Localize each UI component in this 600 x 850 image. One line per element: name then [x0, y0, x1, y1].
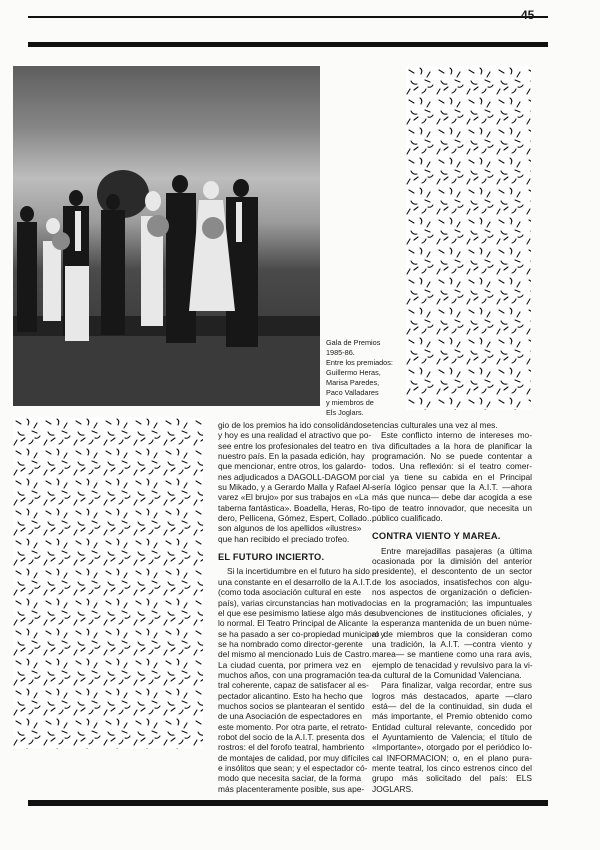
text-line: ocasionada por la dimisión del anterior [372, 556, 532, 567]
text-line: que han recibido el preciado trofeo. [218, 533, 350, 544]
article-column-middle [218, 420, 385, 794]
text-line: nes adjudicados a DAGOLL-DAGOM por [218, 471, 371, 482]
text-line: que mencionar, entre otros, los galardo- [218, 461, 367, 472]
text-line: cias en la programación; las impuntuales [372, 597, 532, 608]
paragraph-uncertain-future [218, 566, 385, 794]
text-line: una tradición, la A.I.T. —contra viento y [372, 638, 532, 649]
text-line: y hoy es una realidad el atractivo que po- [218, 430, 372, 441]
text-line: una constante en el desarrollo de la A.I.T. [218, 576, 372, 587]
text-line: su Mikado, y a Gerardo Malla y Rafael Al- [218, 482, 373, 493]
text-line: gio de los premios ha ido consolidándose [218, 420, 372, 430]
text-line: tiva dificultades a la hora de planificar la [372, 440, 532, 451]
text-line: logros más destacados, aparte —claro [372, 690, 532, 701]
caption-line: Marisa Paredes, [326, 378, 380, 387]
text-line: pectador alicantino. Esto ha hecho que [218, 690, 363, 701]
header-rule-thick [28, 42, 548, 47]
text-line: de los asociados, insatisfechos con algu- [372, 576, 532, 587]
text-line: más que nunca— debe dar acogida a ese [372, 492, 532, 503]
text-line: está— del de la continuidad, sin duda el [372, 700, 532, 711]
text-line: subvenciones de instituciones oficiales, y [372, 607, 532, 618]
text-line: cial ya tiene su cabida en el Principal [372, 471, 532, 482]
text-line: ro de miembros que la consideran como [372, 628, 532, 639]
text-line: JOGLARS. [372, 783, 414, 794]
text-line: todos. Una reflexión: si el teatro comer- [372, 461, 532, 472]
text-line: más importante, el Premio obtenido como [372, 711, 532, 722]
text-line: público cualificado. [372, 513, 443, 524]
award-gala-photo [13, 66, 320, 406]
caption-line: Paco Valladares [326, 388, 379, 397]
text-line: grupo más solicitado del país: ELS [372, 773, 532, 784]
text-line: lo normal. El Teatro Principal de Alicante [218, 618, 368, 629]
caption-line: Els Joglars. [326, 408, 364, 417]
squiggle-pattern [13, 417, 203, 749]
text-line: robot del socio de la A.I.T. presenta dos [218, 731, 365, 742]
decorative-pattern-panel [13, 417, 203, 749]
text-line: Entidad cultural relevante, concedido por [372, 721, 532, 732]
text-line: se ha nombrado como director-gerente [218, 638, 363, 649]
text-line: varez «El brujo» por sus trabajos en «La [218, 492, 369, 503]
text-line: cal INFORMACION; o, en el plano pura- [372, 752, 532, 763]
text-line: nuestro país. En la pasada edición, hay [218, 451, 365, 462]
text-line: ejemplo de tenacidad y revulsivo para la vi- [372, 659, 533, 670]
text-line: Para finalizar, valga recordar, entre sus [381, 680, 532, 691]
text-line: presidente), el descontento de un sector [372, 566, 532, 577]
decorative-pattern-panel [406, 66, 531, 410]
text-line: dero, Pellicena, Gómez, Espert, Collado... [218, 513, 374, 524]
text-line: del mismo al mencionado Luis de Castro. [218, 649, 372, 660]
header-rule-thin [28, 16, 548, 18]
article-column-right [372, 420, 532, 794]
text-line: muchos años, con una programación tea- [218, 669, 373, 680]
text-line: taberna fantástica». Boadella, Heras, Ro- [218, 502, 372, 513]
squiggle-pattern [406, 66, 531, 410]
text-line: el que ese pesimismo latiese algo más de [218, 607, 374, 618]
text-line: de montajes de calidad, por muy difíciles [218, 752, 370, 763]
text-line: rostros: el del forofo teatral, hambriento [218, 742, 365, 753]
text-line: programación. No se puede contentar a [372, 451, 532, 462]
text-line: tral coherente, capaz de satisfacer al es- [218, 680, 369, 691]
text-line: este momento. Por otra parte, el retrato- [218, 721, 368, 732]
text-line: Entre marejadillas pasajeras (a última [381, 545, 532, 556]
text-line: (como toda asociación cultural en este [218, 587, 361, 598]
text-line: se ha pasado a ser co-propiedad municipal y [218, 628, 385, 639]
text-line: el Ayuntamiento de Valencia; el título de [372, 731, 532, 742]
text-line: son algunos de los apellidos «ilustres» [218, 523, 362, 534]
section-heading: CONTRA VIENTO Y MAREA. [372, 531, 501, 542]
text-line: Si la incertidumbre en el futuro ha sido [227, 566, 370, 577]
caption-line: y miembros de [326, 398, 374, 407]
text-line: e insólitos que sean; y el espectador có- [218, 763, 368, 773]
text-line: «Importante», otorgado por el periódico lo- [372, 742, 532, 753]
paragraph-awards [218, 420, 374, 544]
paragraph-achievements [372, 680, 532, 794]
text-line: modo que necesita saciar, de la forma [218, 773, 361, 784]
caption-line: Entre los premiados: [326, 358, 393, 367]
caption-line: Gala de Premios [326, 338, 381, 347]
text-line: tipo de teatro innovador, que necesita un [372, 502, 532, 513]
text-line: nos aspectos de organización o deficien- [372, 587, 532, 598]
page-number: 45 [521, 8, 535, 22]
caption-line: 1985-86. [326, 348, 355, 357]
text-line: see entre los profesionales del teatro en [218, 440, 367, 451]
text-line: país), varias circunstancias han motivado [218, 597, 372, 608]
footer-rule [28, 800, 548, 806]
text-line: marea— se mantiene como una rara avis, [372, 649, 532, 660]
paragraph-internal-conflict [372, 430, 532, 523]
text-line: más placenteramente posible, sus ape- [218, 783, 365, 794]
text-line: da cultural de la Comunidad Valenciana. [372, 669, 522, 680]
text-line: sería lógico pensar que la A.I.T. —ahora [372, 482, 532, 493]
text-line: de una Asociación de espectadores en [218, 711, 362, 722]
paragraph-against-wind [372, 546, 532, 680]
text-line: mente teatral, los cinco estrenos cinco del [372, 763, 532, 773]
section-heading: EL FUTURO INCIERTO. [218, 552, 325, 563]
text-line: la esperanza mantenida de un buen núme- [372, 618, 532, 629]
text-line: La ciudad cuenta, por primera vez en [218, 659, 361, 670]
text-line: tencias culturales una vez al mes. [372, 420, 498, 430]
caption-line: Guillermo Heras, [326, 368, 381, 377]
photo-caption [326, 338, 406, 418]
text-line: muchos socios se plantearan el sentido [218, 700, 365, 711]
text-line: Este conflicto interno de intereses mo- [381, 430, 532, 441]
